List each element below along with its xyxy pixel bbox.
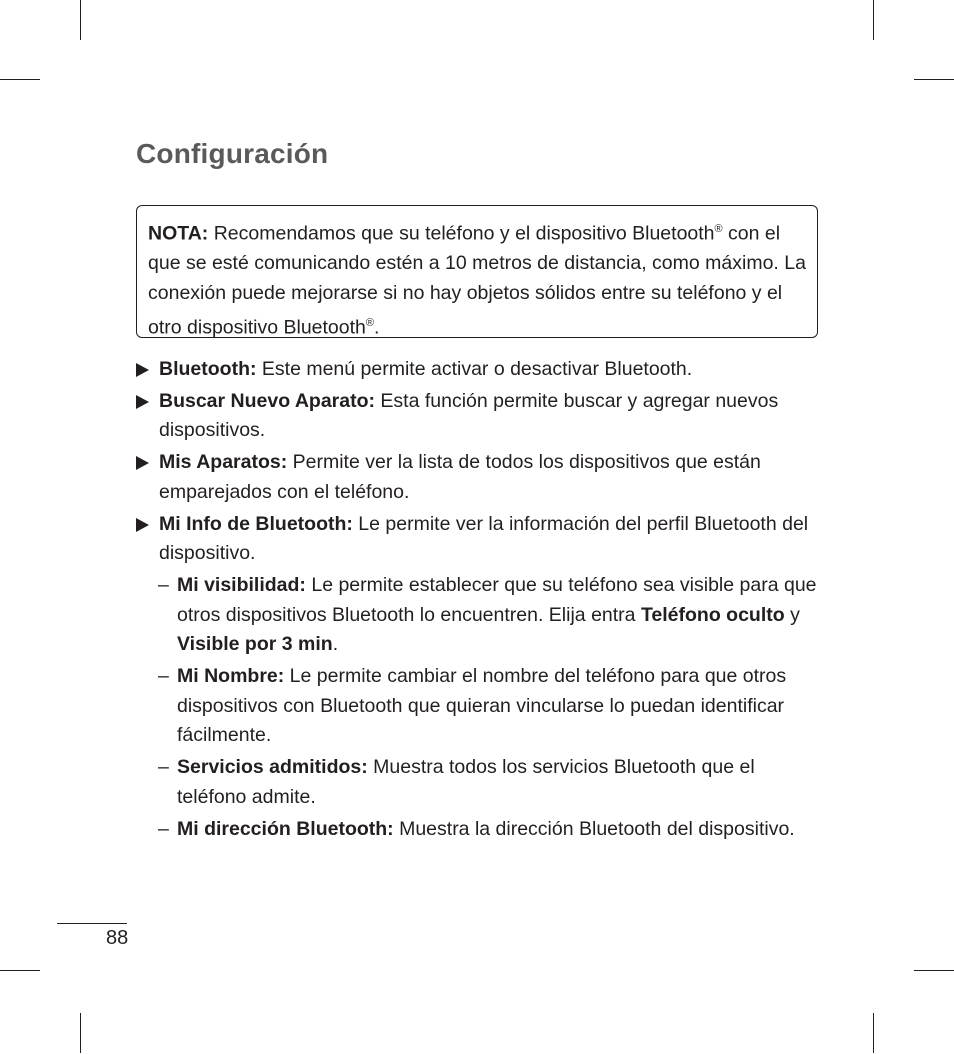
sub-text: Muestra todos los servicios Bluetooth que el teléfono admite. bbox=[177, 756, 755, 808]
sub-item-visibility bbox=[136, 571, 826, 660]
item-label: Buscar Nuevo Aparato: bbox=[159, 389, 375, 412]
sub-text: Le permite establecer que su teléfono sea visible para que otros dispositivos Bluetooth lo encuentren. Elija entra bbox=[177, 573, 817, 626]
list-item bbox=[136, 387, 826, 446]
sub-label: Mi dirección Bluetooth: bbox=[177, 817, 394, 840]
item-text: Este menú permite activar o desactivar Bluetooth. bbox=[256, 358, 693, 380]
note-text: Recomendamos que su teléfono y el dispositivo Bluetooth bbox=[213, 222, 715, 245]
crop-mark bbox=[873, 1013, 874, 1053]
sub-item-name bbox=[136, 662, 826, 751]
note-label: NOTA: bbox=[148, 222, 209, 245]
sub-text-mid: y bbox=[784, 603, 800, 626]
crop-mark bbox=[873, 0, 874, 40]
note-box bbox=[136, 205, 818, 338]
registered-mark: ® bbox=[365, 316, 374, 329]
list-item bbox=[136, 355, 826, 385]
item-text: Le permite ver la información del perfil Bluetooth del dispositivo. bbox=[159, 512, 809, 565]
arrow-bullet-icon bbox=[136, 518, 149, 532]
sub-text: Le permite cambiar el nombre del teléfono para que otros dispositivos con Bluetooth que quieran vincularse lo puedan identificar fácilmente. bbox=[177, 665, 787, 747]
registered-mark: ® bbox=[714, 223, 723, 235]
crop-mark bbox=[914, 79, 954, 80]
list-item bbox=[136, 510, 826, 569]
sub-item-address bbox=[136, 815, 826, 845]
item-text: Esta función permite buscar y agregar nuevos dispositivos. bbox=[159, 389, 779, 442]
item-text: Permite ver la lista de todos los dispositivos que están emparejados con el teléfono. bbox=[159, 451, 761, 503]
page-number: 88 bbox=[106, 927, 129, 949]
option-hidden-phone: Teléfono oculto bbox=[640, 603, 785, 626]
sub-label: Mi visibilidad: bbox=[177, 573, 306, 596]
crop-mark bbox=[0, 970, 40, 971]
dash-bullet: – bbox=[158, 817, 169, 840]
dash-bullet: – bbox=[158, 573, 169, 596]
note-end: . bbox=[374, 316, 380, 339]
option-visible-3min: Visible por 3 min bbox=[177, 633, 333, 656]
sub-label: Servicios admitidos: bbox=[177, 756, 368, 779]
dash-bullet: – bbox=[158, 756, 169, 779]
sub-text-end: . bbox=[332, 633, 339, 656]
settings-list bbox=[136, 355, 826, 846]
item-label: Mis Aparatos: bbox=[159, 451, 288, 474]
crop-mark bbox=[914, 970, 954, 971]
crop-mark bbox=[80, 1013, 81, 1053]
arrow-bullet-icon bbox=[136, 363, 149, 377]
crop-mark bbox=[0, 79, 40, 80]
item-label: Mi Info de Bluetooth: bbox=[159, 512, 353, 535]
dash-bullet: – bbox=[158, 665, 169, 688]
arrow-bullet-icon bbox=[136, 395, 149, 409]
sub-text: Muestra la dirección Bluetooth del dispositivo. bbox=[393, 817, 795, 840]
sub-label: Mi Nombre: bbox=[177, 665, 285, 688]
arrow-bullet-icon bbox=[136, 456, 149, 470]
page-title: Configuración bbox=[136, 138, 329, 169]
crop-mark bbox=[80, 0, 81, 40]
list-item bbox=[136, 448, 826, 507]
footer-divider bbox=[57, 923, 127, 924]
note-text-tail: con el que se esté comunicando estén a 10 metros de distancia, como máximo. La conexión puede mejorarse si no hay objetos sólidos entre su teléfono y el otro dispositivo Bluetooth bbox=[148, 222, 806, 339]
item-label: Bluetooth: bbox=[159, 358, 257, 380]
sub-item-services bbox=[136, 753, 826, 812]
